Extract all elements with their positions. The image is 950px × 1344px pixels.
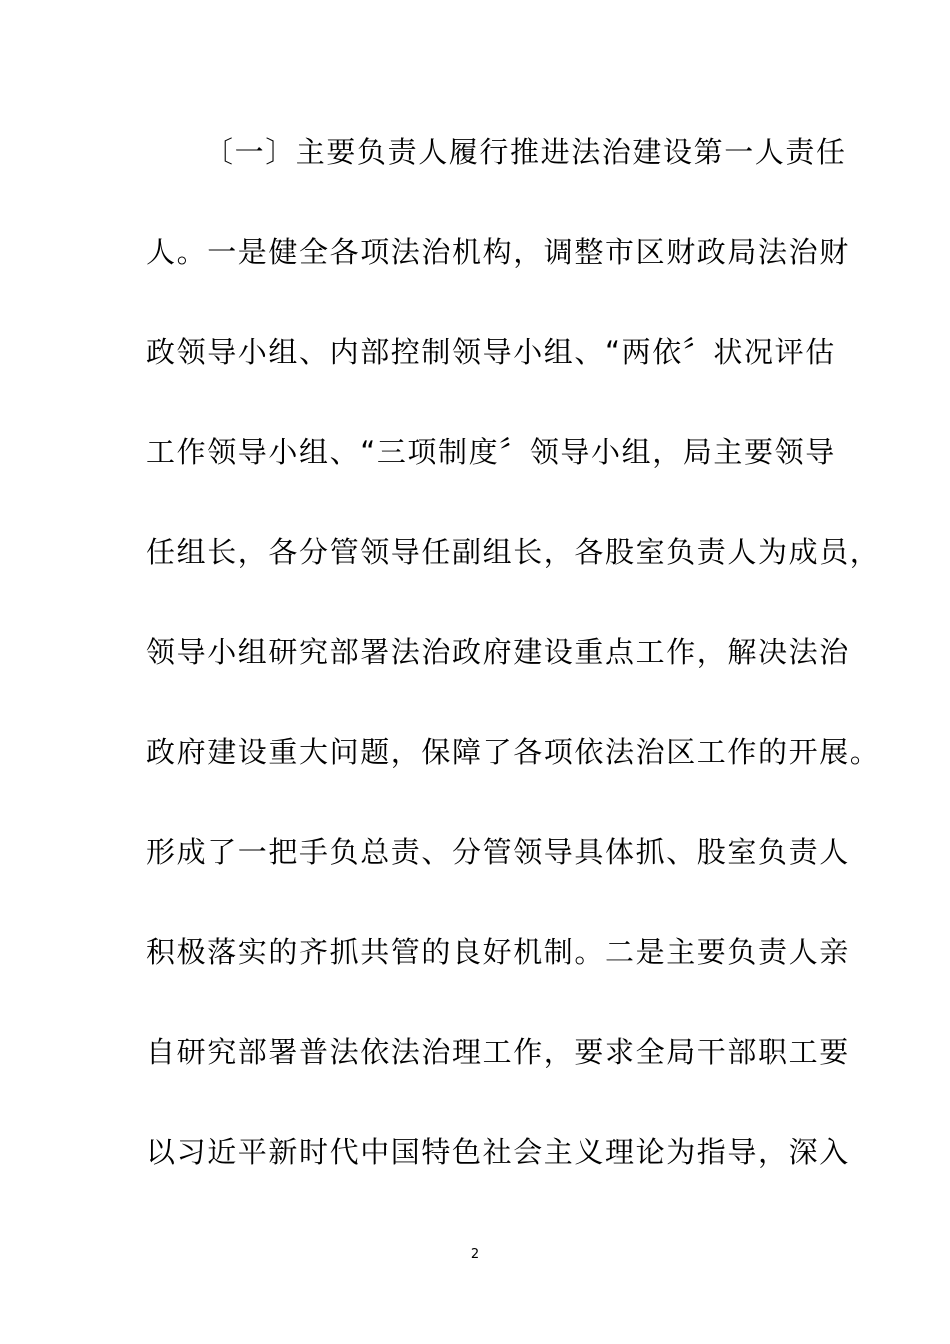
text-line: 〔一〕主要负责人履行推进法治建设第一人责任 <box>204 135 847 169</box>
text-line: 政领导小组、内部控制领导小组、“两依〞状况评估 <box>146 335 836 369</box>
text-line: 形成了一把手负总责、分管领导具体抓、股室负责人 <box>146 835 850 869</box>
body-text <box>146 127 881 1227</box>
text-line: 自研究部署普法依法治理工作，要求全局干部职工要 <box>146 1035 850 1069</box>
text-line: 工作领导小组、“三项制度〞领导小组，局主要领导 <box>146 435 836 469</box>
text-line: 人。一是健全各项法治机构，调整市区财政局法治财 <box>146 235 850 269</box>
text-line: 政府建设重大问题，保障了各项依法治区工作的开展。 <box>146 735 881 769</box>
text-line: 积极落实的齐抓共管的良好机制。二是主要负责人亲 <box>146 935 850 969</box>
page-number: 2 <box>470 1247 480 1262</box>
text-line: 任组长，各分管领导任副组长，各股室负责人为成员， <box>146 535 881 569</box>
text-line: 以习近平新时代中国特色社会主义理论为指导，深入 <box>146 1135 850 1169</box>
text-line: 领导小组研究部署法治政府建设重点工作，解决法治 <box>146 635 850 669</box>
